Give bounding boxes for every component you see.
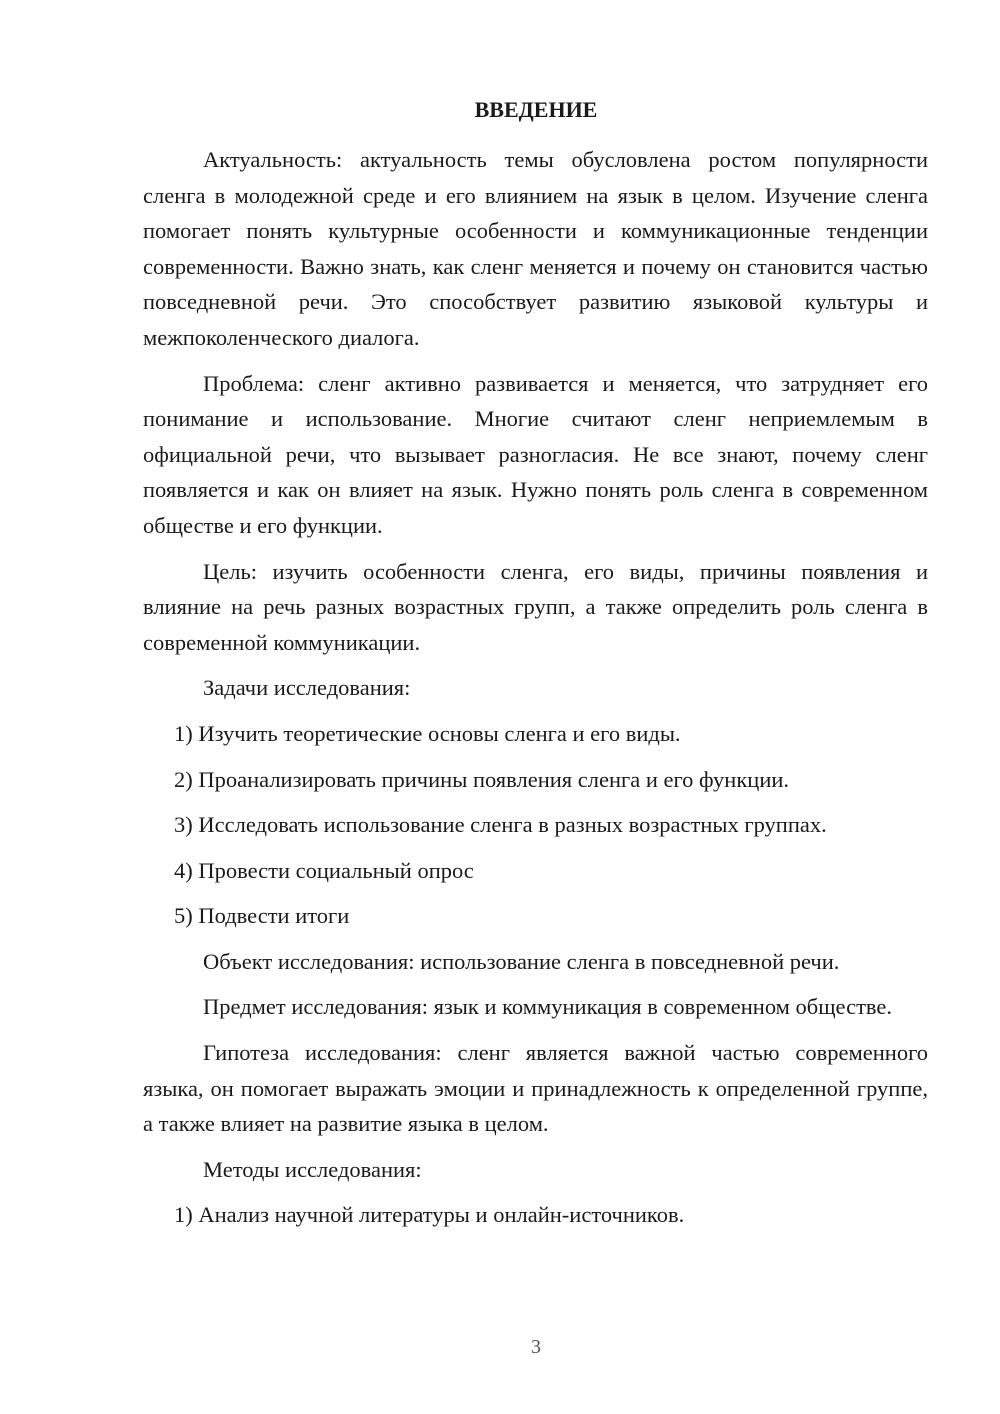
methods-list [143,1197,928,1233]
list-item: 2) Проанализировать причины появления сленга и его функции. [174,766,790,792]
page-number: 3 [531,1336,541,1358]
methods-heading: Методы исследования: [203,1156,422,1182]
list-item: 5) Подвести итоги [174,903,350,929]
hypothesis-paragraph: Гипотеза исследования: сленг является важной частью современного языка, он помогает выражать эмоции и принадлежность к определенной группе, а также влияет на развитие языка в целом. [143,1040,928,1137]
list-item: 1) Анализ научной литературы и онлайн-источников. [174,1202,685,1228]
page-title: ВВЕДЕНИЕ [474,97,598,122]
list-item: 4) Провести социальный опрос [174,857,474,883]
tasks-list [143,716,928,934]
list-item: 1) Изучить теоретические основы сленга и его виды. [174,720,681,746]
subject-paragraph: Предмет исследования: язык и коммуникация в современном обществе. [203,994,893,1020]
relevance-paragraph: Актуальность: актуальность темы обусловлена ростом популярности сленга в молодежной среде и его влиянием на язык в целом. Изучение сленга помогает понять культурные особенности и коммуникационные тенденции современности. Важно знать, как сленг меняется и почему он становится частью повседневной речи. Это способствует развитию языковой культуры и межпоколенческого диалога. [143,147,928,350]
problem-paragraph: Проблема: сленг активно развивается и меняется, что затрудняет его понимание и использование. Многие считают сленг неприемлемым в официальной речи, что вызывает разногласия. Не все знают, почему сленг появляется и как он влияет на язык. Нужно понять роль сленга в современном обществе и его функции. [143,370,928,538]
body-text [143,142,928,1243]
goal-paragraph: Цель: изучить особенности сленга, его виды, причины появления и влияние на речь разных возрастных групп, а также определить роль сленга в современной коммуникации. [143,558,928,655]
list-item: 3) Исследовать использование сленга в разных возрастных группах. [174,812,827,838]
object-paragraph: Объект исследования: использование сленга в повседневной речи. [203,948,840,974]
tasks-heading: Задачи исследования: [203,675,411,701]
